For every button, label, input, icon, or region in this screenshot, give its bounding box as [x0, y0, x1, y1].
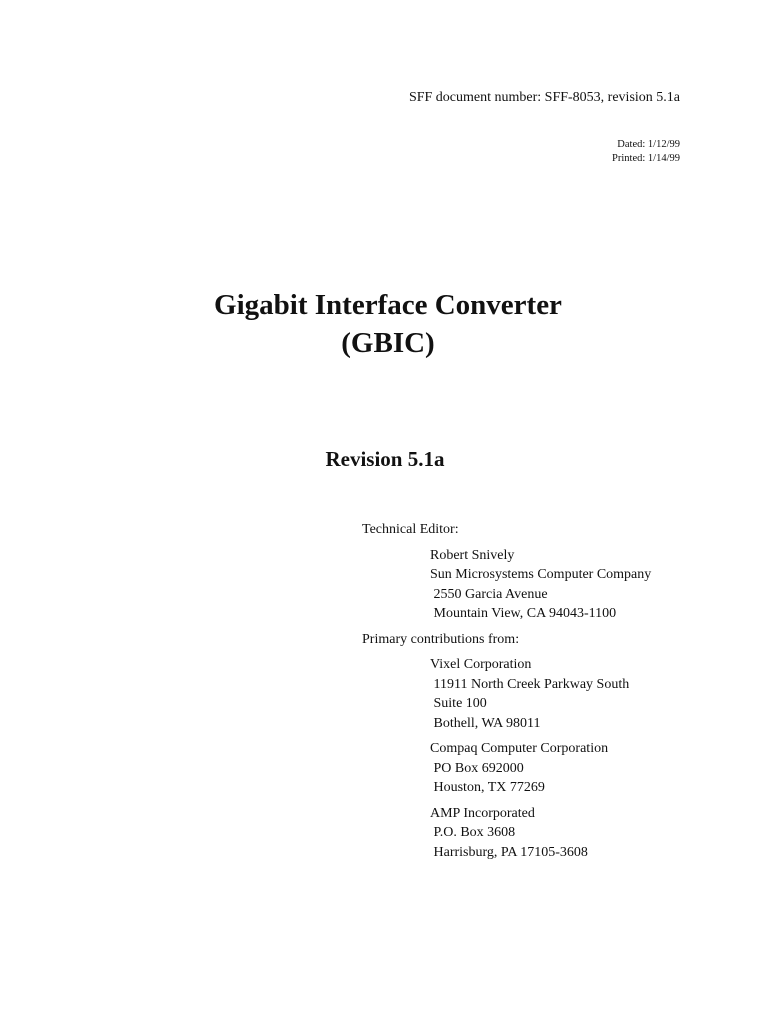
- printed-text: Printed: 1/14/99: [612, 153, 680, 164]
- address-line: 11911 North Creek Parkway South: [430, 676, 630, 692]
- address-line: Robert Snively: [430, 547, 515, 563]
- revision-heading: Revision 5.1a: [325, 447, 445, 471]
- address-line: Vixel Corporation: [430, 657, 532, 672]
- address-line: Houston, TX 77269: [430, 780, 545, 795]
- address-line: Harrisburg, PA 17105-3608: [430, 844, 588, 860]
- address-line: P.O. Box 3608: [430, 825, 516, 840]
- contributor-amp: [430, 804, 651, 863]
- address-line: Compaq Computer Corporation: [430, 741, 609, 756]
- editor-address: [430, 546, 651, 624]
- contributor-vixel: [430, 655, 651, 733]
- document-dates: [612, 138, 680, 166]
- contributor-compaq: [430, 739, 651, 798]
- title-line-1: Gigabit Interface Converter: [214, 289, 562, 321]
- address-line: AMP Incorporated: [430, 805, 535, 821]
- contributions-label: Primary contributions from:: [362, 631, 520, 647]
- title-line-2: (GBIC): [341, 327, 435, 359]
- address-line: Suite 100: [430, 696, 487, 711]
- dated-text: Dated: 1/12/99: [617, 139, 680, 150]
- technical-editor-label: Technical Editor:: [362, 522, 459, 537]
- address-line: Bothell, WA 98011: [430, 715, 541, 731]
- credits-section: [362, 520, 651, 868]
- address-line: 2550 Garcia Avenue: [430, 586, 548, 602]
- address-line: Mountain View, CA 94043-1100: [430, 606, 617, 621]
- address-line: Sun Microsystems Computer Company: [430, 567, 652, 582]
- document-number: SFF document number: SFF-8053, revision 5.1a: [408, 90, 680, 105]
- document-title: [0, 286, 770, 362]
- address-line: PO Box 692000: [430, 760, 524, 776]
